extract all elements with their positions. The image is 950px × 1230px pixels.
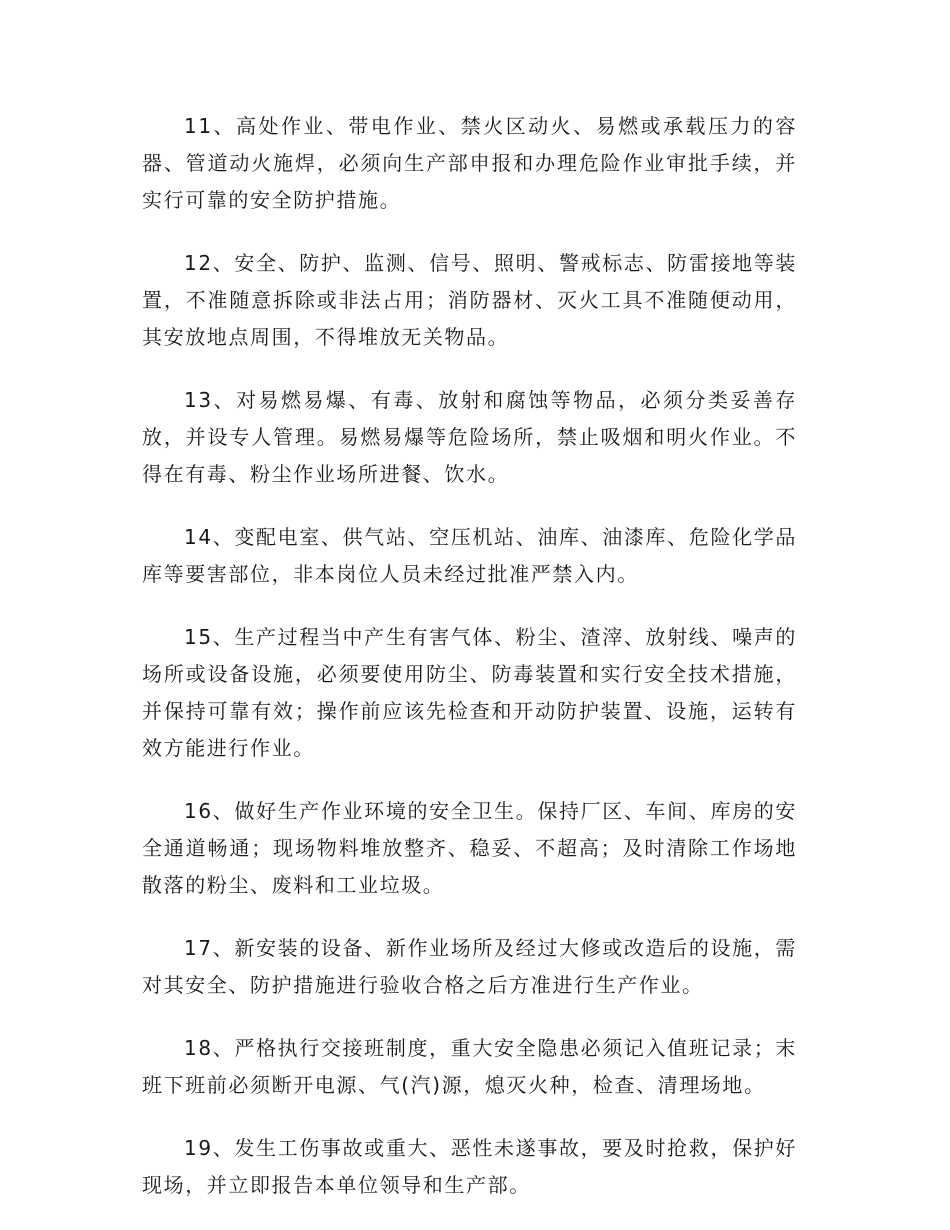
document-body	[142, 108, 797, 1230]
paragraph-item-18: 18、严格执行交接班制度，重大安全隐患必须记入值班记录；末班下班前必须断开电源、气(汽)源，熄灭火种，检查、清理场地。	[142, 1036, 797, 1097]
paragraph-item-19: 19、发生工伤事故或重大、恶性未遂事故，要及时抢救，保护好现场，并立即报告本单位领导和生产部。	[142, 1136, 797, 1197]
paragraph-item-15: 15、生产过程当中产生有害气体、粉尘、渣滓、放射线、噪声的场所或设备设施，必须要使用防尘、防毒装置和实行安全技术措施，并保持可靠有效；操作前应该先检查和开动防护装置、设施，运转有效方能进行作业。	[142, 625, 797, 760]
paragraph-item-12: 12、安全、防护、监测、信号、照明、警戒标志、防雷接地等装置，不准随意拆除或非法占用；消防器材、灭火工具不准随便动用，其安放地点周围，不得堆放无关物品。	[142, 251, 797, 349]
paragraph-item-13: 13、对易燃易爆、有毒、放射和腐蚀等物品，必须分类妥善存放，并设专人管理。易燃易爆等危险场所，禁止吸烟和明火作业。不得在有毒、粉尘作业场所进餐、饮水。	[142, 388, 797, 486]
paragraph-item-14: 14、变配电室、供气站、空压机站、油库、油漆库、危险化学品库等要害部位，非本岗位人员未经过批准严禁入内。	[142, 525, 797, 586]
paragraph-item-16: 16、做好生产作业环境的安全卫生。保持厂区、车间、库房的安全通道畅通；现场物料堆放整齐、稳妥、不超高；及时清除工作场地散落的粉尘、废料和工业垃圾。	[142, 799, 797, 897]
paragraph-item-11: 11、高处作业、带电作业、禁火区动火、易燃或承载压力的容器、管道动火施焊，必须向生产部申报和办理危险作业审批手续，并实行可靠的安全防护措施。	[142, 114, 797, 212]
paragraph-item-17: 17、新安装的设备、新作业场所及经过大修或改造后的设施，需对其安全、防护措施进行验收合格之后方准进行生产作业。	[142, 936, 797, 997]
